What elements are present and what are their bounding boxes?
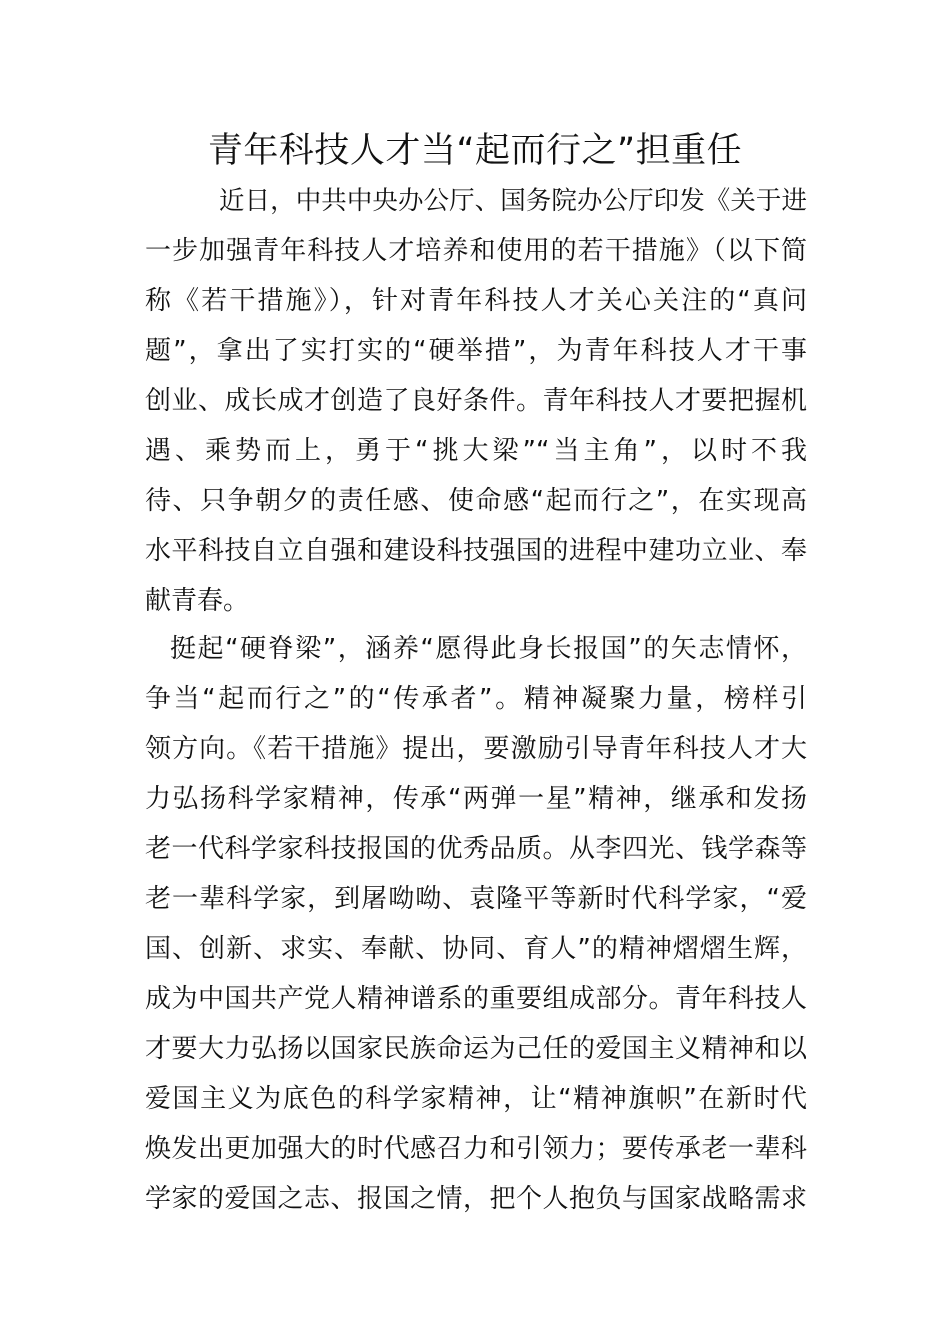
text-line: 力弘扬科学家精神，传承“两弹一星”精神，继承和发扬: [145, 784, 807, 814]
text-line: 争当“起而行之”的“传承者”。精神凝聚力量，榜样引: [145, 684, 807, 714]
text-line: 学家的爱国之志、报国之情，把个人抱负与国家战略需求: [145, 1184, 807, 1214]
text-line: 水平科技自立自强和建设科技强国的进程中建功立业、奉: [145, 536, 807, 566]
text-line: 题”，拿出了实打实的“硬举措”，为青年科技人才干事: [145, 336, 807, 366]
text-line: 挺起“硬脊梁”，涵养“愿得此身长报国”的矢志情怀，: [170, 634, 807, 664]
text-line: 国、创新、求实、奉献、协同、育人”的精神熠熠生辉，: [145, 934, 807, 964]
paragraph-1: [145, 176, 807, 626]
text-line: 献青春。: [145, 586, 250, 616]
document-title: 青年科技人才当“起而行之”担重任: [207, 131, 743, 171]
text-line: 遇、乘势而上，勇于“挑大梁”“当主角”，以时不我: [145, 436, 807, 466]
text-line: 待、只争朝夕的责任感、使命感“起而行之”，在实现高: [145, 486, 807, 516]
text-line: 爱国主义为底色的科学家精神，让“精神旗帜”在新时代: [145, 1084, 807, 1114]
text-line: 才要大力弘扬以国家民族命运为己任的爱国主义精神和以: [145, 1034, 807, 1064]
text-line: 领方向。《若干措施》提出，要激励引导青年科技人才大: [145, 734, 807, 764]
text-line: 老一代科学家科技报国的优秀品质。从李四光、钱学森等: [145, 834, 807, 864]
text-line: 称《若干措施》），针对青年科技人才关心关注的“真问: [145, 286, 807, 316]
text-line: 焕发出更加强大的时代感召力和引领力；要传承老一辈科: [145, 1134, 807, 1164]
text-line: 创业、成长成才创造了良好条件。青年科技人才要把握机: [145, 386, 807, 416]
paragraph-2: [145, 624, 807, 1224]
text-line: 老一辈科学家，到屠呦呦、袁隆平等新时代科学家，“爱: [145, 884, 807, 914]
text-line: 近日，中共中央办公厅、国务院办公厅印发《关于进: [219, 186, 807, 216]
text-line: 一步加强青年科技人才培养和使用的若干措施》（以下简: [145, 236, 807, 266]
text-line: 成为中国共产党人精神谱系的重要组成部分。青年科技人: [145, 984, 807, 1014]
